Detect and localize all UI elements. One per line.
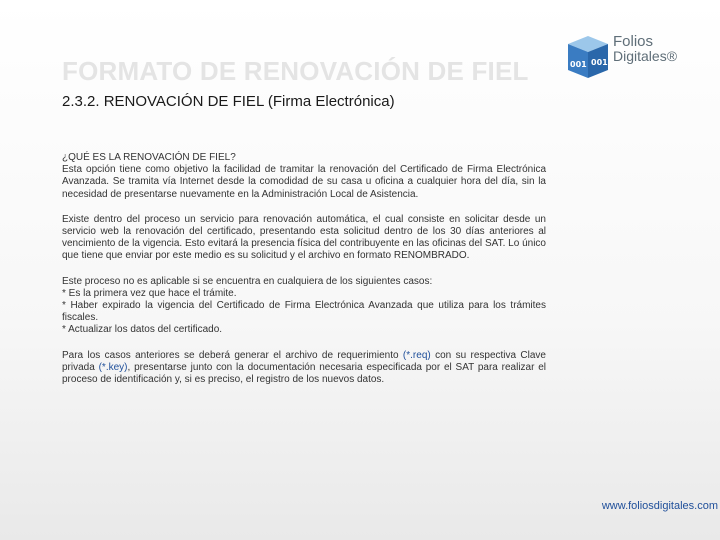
paragraph-requirements (62, 350, 546, 387)
cube-logo-icon (566, 32, 610, 80)
key-file-extension: (*.key) (98, 361, 128, 373)
website-link[interactable]: www.foliosdigitales.com (601, 500, 718, 512)
case-item: * Haber expirado la vigencia del Certificado de Firma Electrónica Avanzada que utiliza para los trámites fiscales. (62, 300, 546, 324)
logo-text-digitales: Digitales® (613, 48, 678, 64)
req-file-extension: (*.req) (402, 349, 431, 361)
body-text (62, 152, 546, 399)
paragraph-automatic-renewal: Existe dentro del proceso un servicio para renovación automática, el cual consiste en solicitar desde un servicio web la renovación del certificado, presentando esta solicitud dentro de los 30 días anteriores al vencimiento de la vigencia. Esto evitará la presencia física del contribuyente en las oficinas del SAT. Lo único que tiene que enviar por este medio es su solicitud y el archivo en formato RENOMBRADO. (62, 213, 546, 262)
case-item: * Es la primera vez que hace el trámite. (62, 287, 237, 299)
logo-text-folios: Folios (613, 33, 654, 50)
case-item: * Actualizar los datos del certificado. (62, 324, 223, 336)
req-text-c: , presentarse junto con la documentación necesaria especificada por el SAT para realizar el proceso de identificación y, si es preciso, el registro de los nuevos datos. (62, 361, 547, 386)
slide-title: 2.3.2. RENOVACIÓN DE FIEL (Firma Electrónica) (62, 93, 395, 110)
cube-right-label: 001 (591, 58, 608, 67)
background-watermark-title: FORMATO DE RENOVACIÓN DE FIEL (62, 56, 529, 86)
paragraph-what-is (62, 152, 546, 201)
cases-intro: Este proceso no es aplicable si se encuentra en cualquiera de los siguientes casos: (62, 275, 433, 287)
req-text-a: Para los casos anteriores se deberá generar el archivo de requerimiento (62, 349, 403, 361)
paragraph-not-applicable (62, 276, 546, 337)
question-answer: Esta opción tiene como objetivo la facilidad de tramitar la renovación del Certificado de Firma Electrónica Avanzada. Se tramita vía Internet desde la comodidad de su casa u oficina a cualquier hora del día, sin la necesidad de presentarse nuevamente en la Administración Local de Asistencia. (62, 164, 546, 200)
question-heading: ¿QUÉ ES LA RENOVACIÓN DE FIEL? (62, 152, 236, 163)
folios-digitales-logo (566, 28, 690, 80)
req-text-b: con su respectiva Clave privada (62, 349, 546, 373)
cube-left-label: 001 (570, 60, 587, 69)
